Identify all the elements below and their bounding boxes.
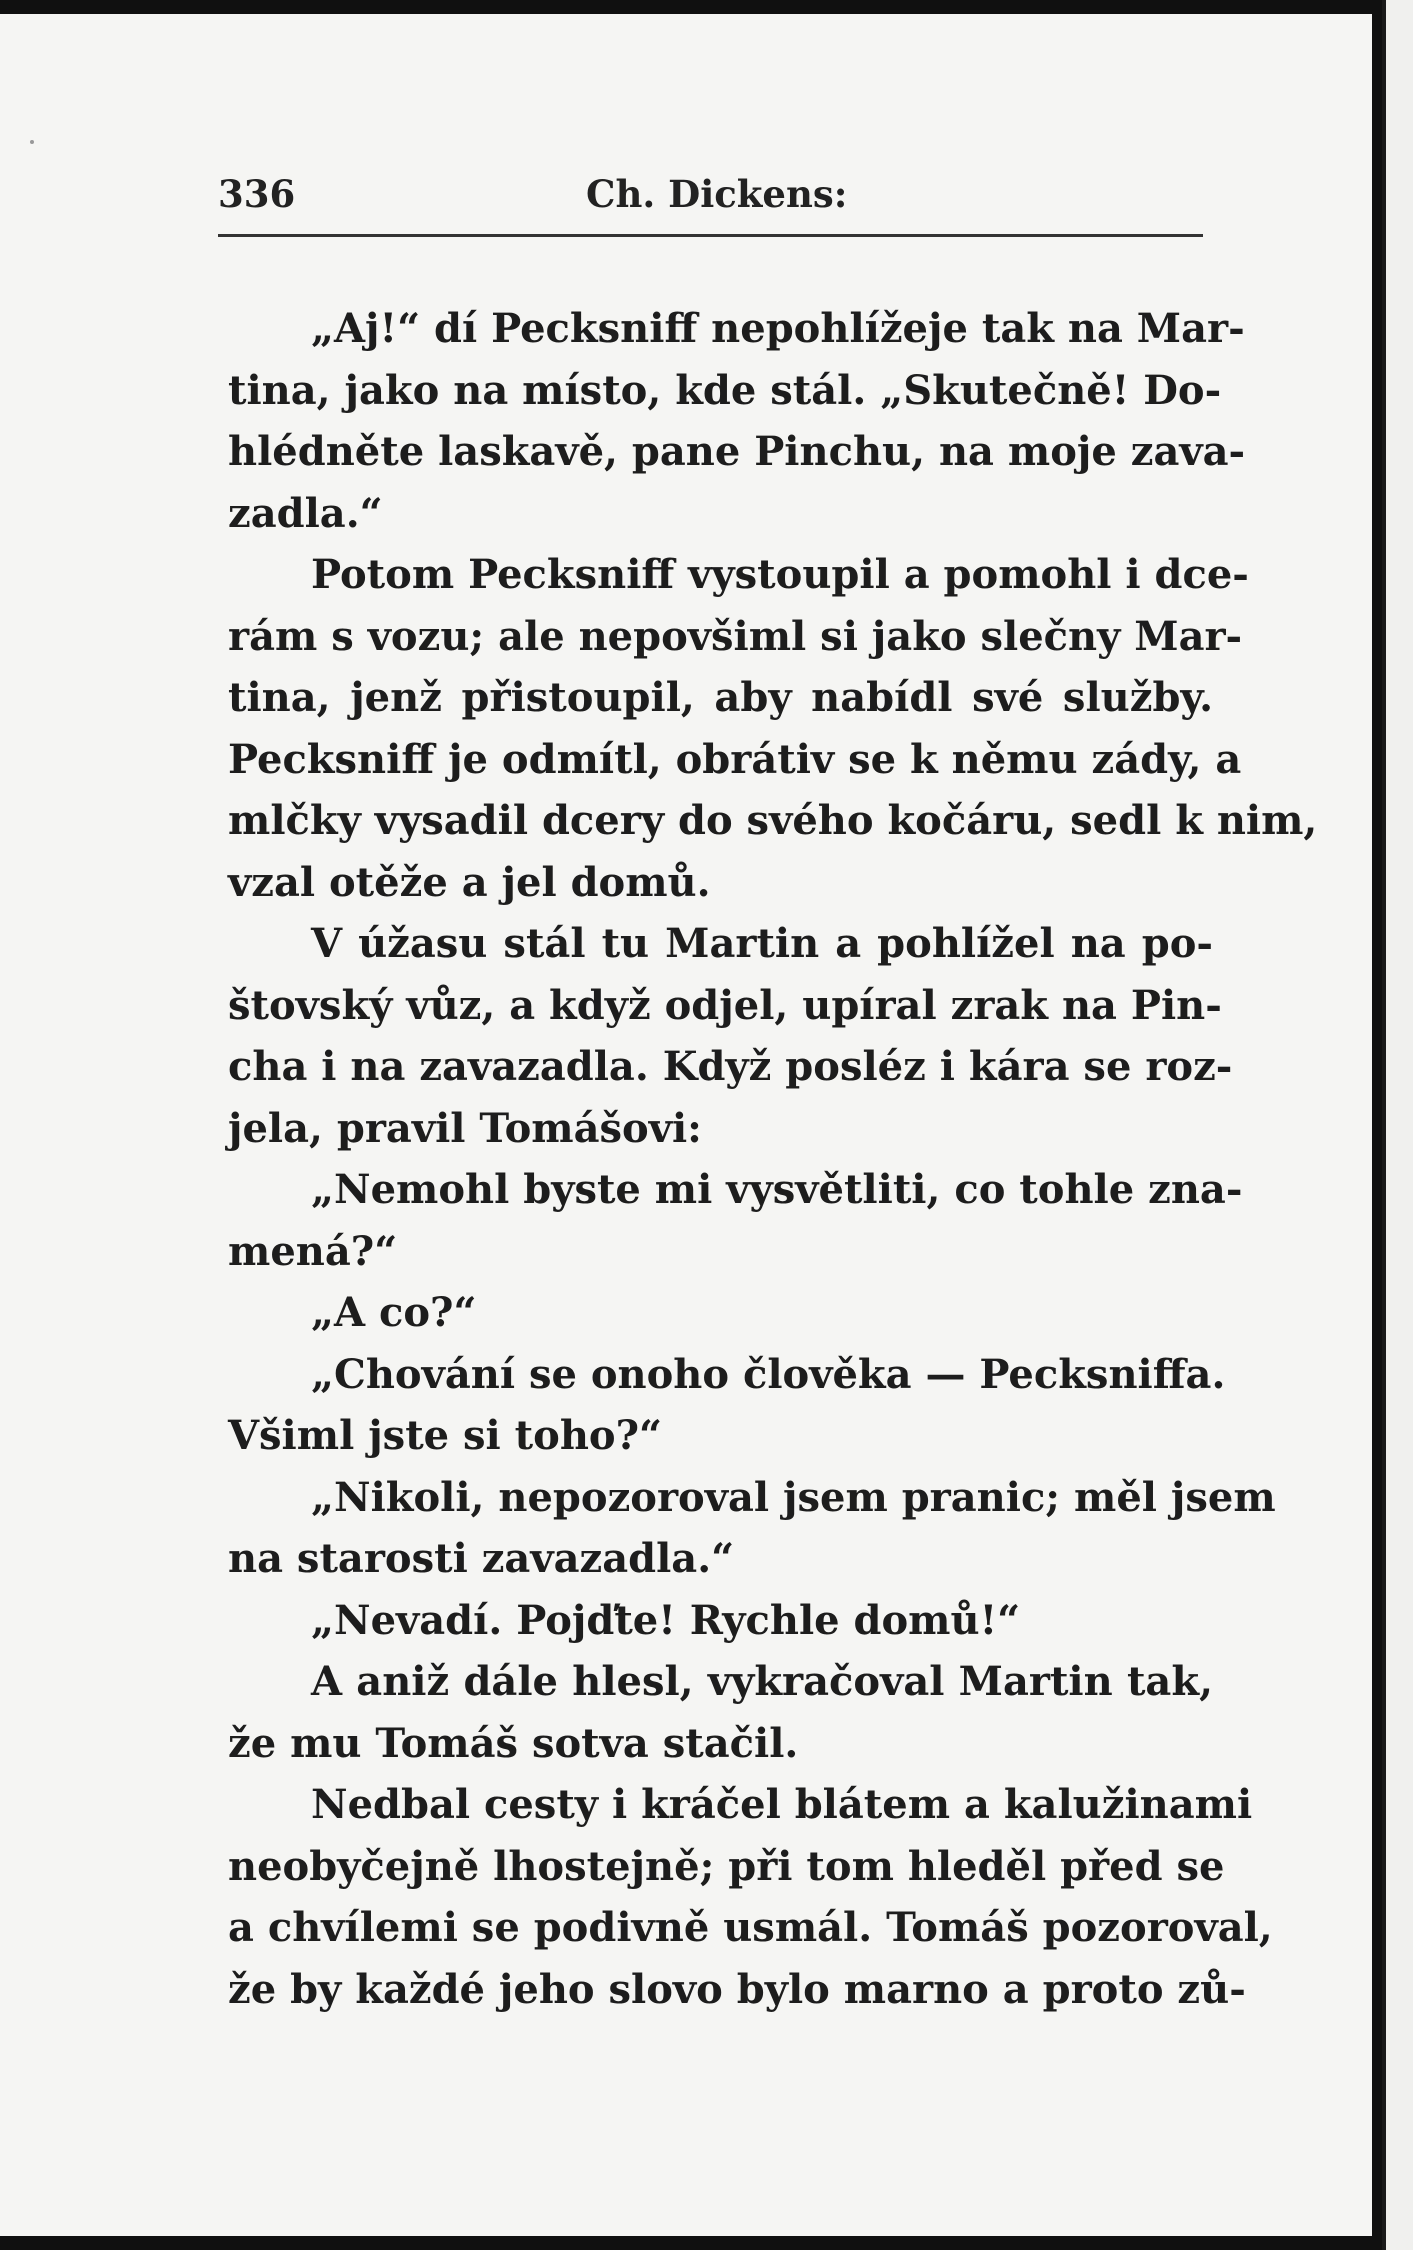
text-line: Potom Pecksniff vystoupil a pomohl i dce- (311, 551, 1249, 598)
text-line: Pecksniff je odmítl, obrátiv se k němu zády, a (228, 735, 1242, 783)
adjacent-page-edge (1382, 0, 1413, 2250)
text-line: Nedbal cesty i kráčel blátem a kalužinami (311, 1781, 1253, 1828)
text-line: „Nemohl byste mi vysvětliti, co tohle zna- (311, 1166, 1243, 1213)
text-line: hlédněte laskavě, pane Pinchu, na moje zava- (228, 428, 1246, 475)
text-line: mlčky vysadil dcery do svého kočáru, sedl k nim, (228, 797, 1318, 844)
text-line: tina, jako na místo, kde stál. „Skutečně! Do- (228, 366, 1222, 414)
text-line: neobyčejně lhostejně; při tom hleděl před se (228, 1842, 1225, 1890)
text-line: tina, jenž přistoupil, aby nabídl své služby. (228, 674, 1213, 721)
text-line: A aniž dále hlesl, vykračoval Martin tak, (311, 1658, 1213, 1705)
text-line: „Aj!“ dí Pecksniff nepohlížeje tak na Mar- (311, 305, 1245, 352)
text-line: mená?“ (228, 1227, 398, 1275)
text-line: Všiml jste si toho?“ (228, 1412, 663, 1459)
header-rule (218, 234, 1203, 237)
text-line: vzal otěže a jel domů. (228, 858, 711, 906)
body-text (228, 298, 1318, 2020)
text-line: „Nevadí. Pojďte! Rychle domů!“ (311, 1596, 1021, 1644)
text-line: V úžasu stál tu Martin a pohlížel na po- (311, 920, 1213, 967)
text-line: že by každé jeho slovo bylo marno a proto zů- (228, 1965, 1246, 2013)
text-line: na starosti zavazadla.“ (228, 1535, 735, 1582)
text-line: cha i na zavazadla. Když posléz i kára se roz- (228, 1043, 1233, 1090)
text-line: a chvílemi se podivně usmál. Tomáš pozoroval, (228, 1904, 1273, 1951)
running-title: Ch. Dickens: (586, 172, 848, 216)
text-line: jela, pravil Tomášovi: (228, 1104, 702, 1152)
text-line: „Chování se onoho člověka — Pecksniffa. (311, 1350, 1226, 1398)
page-number: 336 (218, 172, 296, 216)
text-line: „A co?“ (311, 1289, 477, 1336)
text-line: zadla.“ (228, 489, 383, 537)
text-line: štovský vůz, a když odjel, upíral zrak na Pin- (228, 981, 1222, 1029)
text-line: že mu Tomáš sotva stačil. (228, 1719, 799, 1767)
scan-speck (30, 140, 34, 144)
text-line: „Nikoli, nepozoroval jsem pranic; měl jsem (311, 1473, 1276, 1521)
text-line: rám s vozu; ale nepovšiml si jako slečny Mar- (228, 612, 1243, 660)
